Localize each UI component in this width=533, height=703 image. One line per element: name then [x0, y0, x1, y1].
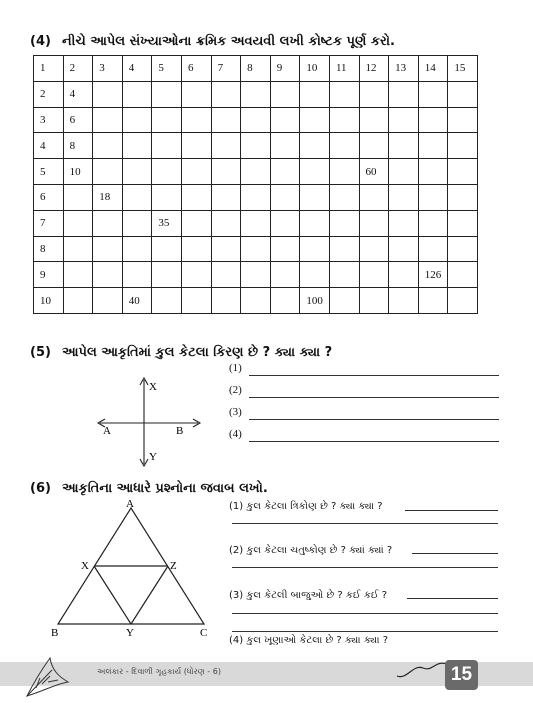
- table-cell[interactable]: [122, 262, 152, 288]
- table-cell[interactable]: [359, 210, 389, 236]
- table-cell[interactable]: [300, 133, 330, 159]
- q6-item-4: (4) કુલ ખૂણાઓ કેટલા છે ? ક્યા ક્યા ?: [229, 635, 389, 646]
- answer-line-3[interactable]: [229, 406, 242, 418]
- answer-label-2: (2): [229, 384, 242, 396]
- table-cell[interactable]: [122, 107, 152, 133]
- label-X: X: [81, 560, 89, 572]
- q4-number: (4): [30, 34, 51, 49]
- table-cell[interactable]: [122, 210, 152, 236]
- table-cell[interactable]: 100: [300, 288, 330, 314]
- table-cell[interactable]: [122, 133, 152, 159]
- table-cell[interactable]: 6: [34, 184, 64, 210]
- table-cell[interactable]: [448, 184, 478, 210]
- table-cell[interactable]: [211, 262, 241, 288]
- table-cell[interactable]: 14: [418, 56, 448, 82]
- table-cell[interactable]: 2: [34, 81, 64, 107]
- table-cell[interactable]: [418, 107, 448, 133]
- table-cell[interactable]: [93, 236, 123, 262]
- table-cell[interactable]: [359, 107, 389, 133]
- table-cell[interactable]: [329, 262, 359, 288]
- table-cell[interactable]: [152, 184, 182, 210]
- table-cell[interactable]: [270, 262, 300, 288]
- q6-rule-4[interactable]: [232, 631, 498, 632]
- multiples-table: [33, 55, 478, 314]
- table-cell[interactable]: 8: [241, 56, 271, 82]
- table-cell[interactable]: [448, 262, 478, 288]
- table-cell[interactable]: [389, 262, 419, 288]
- table-cell[interactable]: 1: [34, 56, 64, 82]
- q6-rule-3b[interactable]: [232, 613, 498, 614]
- label-Z: Z: [170, 560, 177, 572]
- table-cell[interactable]: [270, 159, 300, 185]
- table-cell[interactable]: [359, 81, 389, 107]
- answer-line-1[interactable]: [229, 362, 242, 374]
- table-cell[interactable]: [389, 159, 419, 185]
- table-cell[interactable]: [418, 288, 448, 314]
- table-cell[interactable]: [93, 159, 123, 185]
- table-cell[interactable]: [152, 107, 182, 133]
- q6-item-3: (3) કુલ કેટલી બાજુઓ છે ? કઈ કઈ ?: [229, 590, 388, 601]
- table-cell[interactable]: [270, 236, 300, 262]
- table-cell[interactable]: [359, 236, 389, 262]
- q4-heading: [30, 34, 395, 49]
- table-cell[interactable]: [152, 133, 182, 159]
- table-cell[interactable]: [329, 236, 359, 262]
- page-number-badge: 15: [445, 660, 478, 690]
- table-cell[interactable]: [270, 288, 300, 314]
- table-cell[interactable]: [418, 184, 448, 210]
- table-cell[interactable]: 6: [63, 107, 93, 133]
- q6-rule-3a[interactable]: [407, 598, 498, 599]
- table-cell[interactable]: [389, 184, 419, 210]
- table-cell[interactable]: [359, 184, 389, 210]
- table-cell[interactable]: [211, 184, 241, 210]
- table-cell[interactable]: [241, 262, 271, 288]
- table-cell[interactable]: 5: [34, 159, 64, 185]
- table-cell[interactable]: 6: [181, 56, 211, 82]
- answer-line-4[interactable]: [229, 428, 242, 440]
- table-cell[interactable]: [448, 107, 478, 133]
- answer-label-1: (1): [229, 362, 242, 374]
- table-cell[interactable]: 10: [300, 56, 330, 82]
- table-cell[interactable]: [359, 262, 389, 288]
- table-cell[interactable]: 11: [329, 56, 359, 82]
- table-cell[interactable]: [152, 236, 182, 262]
- table-cell[interactable]: [359, 288, 389, 314]
- table-cell[interactable]: 126: [418, 262, 448, 288]
- table-cell[interactable]: [122, 184, 152, 210]
- table-cell[interactable]: [448, 236, 478, 262]
- table-cell[interactable]: [448, 159, 478, 185]
- table-cell[interactable]: [389, 81, 419, 107]
- table-cell[interactable]: [241, 184, 271, 210]
- table-cell[interactable]: [152, 262, 182, 288]
- table-cell[interactable]: [122, 81, 152, 107]
- table-cell[interactable]: 3: [34, 107, 64, 133]
- table-cell[interactable]: [181, 236, 211, 262]
- table-cell[interactable]: 4: [63, 81, 93, 107]
- table-cell[interactable]: [300, 262, 330, 288]
- table-cell[interactable]: 2: [63, 56, 93, 82]
- table-row: [34, 81, 478, 107]
- table-cell[interactable]: 7: [34, 210, 64, 236]
- table-cell[interactable]: 7: [211, 56, 241, 82]
- table-cell[interactable]: [389, 133, 419, 159]
- table-cell[interactable]: [181, 133, 211, 159]
- table-cell[interactable]: 8: [34, 236, 64, 262]
- table-cell[interactable]: [418, 81, 448, 107]
- label-b: B: [176, 425, 184, 437]
- table-cell[interactable]: [63, 184, 93, 210]
- leaf-illustration-icon: [22, 652, 72, 700]
- table-cell[interactable]: [270, 107, 300, 133]
- q6-text: આકૃતિના આધારે પ્રશ્નોના જવાબ લખો.: [62, 481, 268, 496]
- table-cell[interactable]: [63, 236, 93, 262]
- label-B: B: [51, 627, 59, 639]
- table-cell[interactable]: [329, 159, 359, 185]
- table-cell[interactable]: [329, 210, 359, 236]
- table-row: [34, 262, 478, 288]
- q6-rule-1a[interactable]: [405, 510, 498, 511]
- table-cell[interactable]: [418, 159, 448, 185]
- table-cell[interactable]: [448, 210, 478, 236]
- label-C: C: [200, 627, 208, 639]
- label-y: Y: [149, 451, 157, 463]
- table-cell[interactable]: 4: [122, 56, 152, 82]
- label-A: A: [126, 498, 134, 510]
- table-cell[interactable]: [93, 288, 123, 314]
- table-cell[interactable]: [241, 133, 271, 159]
- table-cell[interactable]: [122, 159, 152, 185]
- q5-text: આપેલ આકૃતિમાં કુલ કેટલા કિરણ છે ? ક્યા ક્યા ?: [62, 345, 333, 360]
- table-cell[interactable]: [211, 210, 241, 236]
- table-cell[interactable]: [389, 288, 419, 314]
- table-row: [34, 184, 478, 210]
- table-cell[interactable]: 15: [448, 56, 478, 82]
- table-cell[interactable]: 35: [152, 210, 182, 236]
- table-row: [34, 236, 478, 262]
- table-cell[interactable]: [270, 133, 300, 159]
- table-cell[interactable]: [329, 107, 359, 133]
- table-cell[interactable]: [300, 159, 330, 185]
- table-cell[interactable]: [329, 184, 359, 210]
- rope-decoration-icon: [395, 650, 450, 685]
- table-cell[interactable]: [181, 184, 211, 210]
- label-x: X: [149, 381, 157, 393]
- answer-label-3: (3): [229, 406, 242, 418]
- q4-text: નીચે આપેલ સંખ્યાઓના ક્રમિક અવયવી લખી કોષ્ટક પૂર્ણ કરો.: [62, 34, 395, 49]
- table-cell[interactable]: [448, 288, 478, 314]
- table-cell[interactable]: [63, 262, 93, 288]
- table-cell[interactable]: 10: [63, 159, 93, 185]
- table-cell[interactable]: 13: [389, 56, 419, 82]
- table-cell[interactable]: [181, 210, 211, 236]
- table-cell[interactable]: [329, 288, 359, 314]
- table-cell[interactable]: [211, 107, 241, 133]
- table-cell[interactable]: 10: [34, 288, 64, 314]
- table-cell[interactable]: [448, 133, 478, 159]
- table-cell[interactable]: 3: [93, 56, 123, 82]
- answer-label-4: (4): [229, 428, 242, 440]
- table-cell[interactable]: [211, 236, 241, 262]
- table-cell[interactable]: [93, 81, 123, 107]
- table-cell[interactable]: [329, 133, 359, 159]
- table-cell[interactable]: [241, 107, 271, 133]
- table-cell[interactable]: 9: [34, 262, 64, 288]
- table-cell[interactable]: 40: [122, 288, 152, 314]
- table-row: [34, 288, 478, 314]
- table-cell[interactable]: 9: [270, 56, 300, 82]
- table-cell[interactable]: [181, 288, 211, 314]
- table-cell[interactable]: [93, 107, 123, 133]
- table-cell[interactable]: [241, 288, 271, 314]
- table-cell[interactable]: [122, 236, 152, 262]
- q5-heading: [30, 345, 332, 360]
- table-cell[interactable]: [93, 262, 123, 288]
- footer-text: અલંકાર - દિવાળી ગૃહકાર્ય (ધોરણ - 6): [97, 667, 221, 676]
- table-cell[interactable]: [211, 81, 241, 107]
- table-cell[interactable]: [181, 107, 211, 133]
- table-cell[interactable]: [211, 159, 241, 185]
- q6-rule-2b[interactable]: [232, 567, 498, 568]
- table-row: [34, 56, 478, 82]
- table-row: [34, 210, 478, 236]
- table-cell[interactable]: [181, 81, 211, 107]
- table-cell[interactable]: [181, 262, 211, 288]
- table-cell[interactable]: [152, 81, 182, 107]
- table-cell[interactable]: [300, 184, 330, 210]
- table-cell[interactable]: [270, 81, 300, 107]
- table-cell[interactable]: [418, 210, 448, 236]
- table-cell[interactable]: [241, 210, 271, 236]
- table-cell[interactable]: [270, 184, 300, 210]
- table-cell[interactable]: [270, 210, 300, 236]
- table-row: [34, 159, 478, 185]
- table-cell[interactable]: [152, 288, 182, 314]
- table-row: [34, 107, 478, 133]
- table-cell[interactable]: [63, 288, 93, 314]
- table-cell[interactable]: [389, 236, 419, 262]
- table-cell[interactable]: [448, 81, 478, 107]
- table-cell[interactable]: 18: [93, 184, 123, 210]
- q6-rule-2a[interactable]: [412, 553, 498, 554]
- table-cell[interactable]: 60: [359, 159, 389, 185]
- table-cell[interactable]: [93, 210, 123, 236]
- table-cell[interactable]: [300, 210, 330, 236]
- q6-rule-1b[interactable]: [232, 523, 498, 524]
- triangle-figure: [48, 496, 218, 641]
- table-cell[interactable]: [329, 81, 359, 107]
- rays-figure: [88, 372, 228, 472]
- table-cell[interactable]: [211, 288, 241, 314]
- table-cell[interactable]: [241, 236, 271, 262]
- table-cell[interactable]: [300, 81, 330, 107]
- table-cell[interactable]: [300, 236, 330, 262]
- q5-number: (5): [30, 345, 51, 360]
- table-cell[interactable]: [418, 236, 448, 262]
- answer-line-2[interactable]: [229, 384, 242, 396]
- table-cell[interactable]: 12: [359, 56, 389, 82]
- table-row: [34, 133, 478, 159]
- table-cell[interactable]: [93, 133, 123, 159]
- q6-heading: [30, 481, 268, 496]
- table-cell[interactable]: 5: [152, 56, 182, 82]
- table-cell[interactable]: [389, 210, 419, 236]
- label-a: A: [103, 425, 111, 437]
- table-cell[interactable]: [418, 133, 448, 159]
- q6-item-2: (2) કુલ કેટલા ચતુષ્કોણ છે ? ક્યાં ક્યાં ?: [229, 545, 393, 556]
- table-cell[interactable]: [300, 107, 330, 133]
- table-cell[interactable]: 4: [34, 133, 64, 159]
- table-cell[interactable]: [359, 133, 389, 159]
- label-Y: Y: [126, 627, 134, 639]
- table-cell[interactable]: [241, 81, 271, 107]
- table-cell[interactable]: [389, 107, 419, 133]
- table-cell[interactable]: [241, 159, 271, 185]
- q6-item-1: (1) કુલ કેટલા ત્રિકોણ છે ? ક્યા ક્યા ?: [229, 501, 383, 512]
- table-cell[interactable]: [152, 159, 182, 185]
- q6-number: (6): [30, 481, 51, 496]
- table-cell[interactable]: [63, 210, 93, 236]
- table-cell[interactable]: [211, 133, 241, 159]
- table-cell[interactable]: 8: [63, 133, 93, 159]
- table-cell[interactable]: [181, 159, 211, 185]
